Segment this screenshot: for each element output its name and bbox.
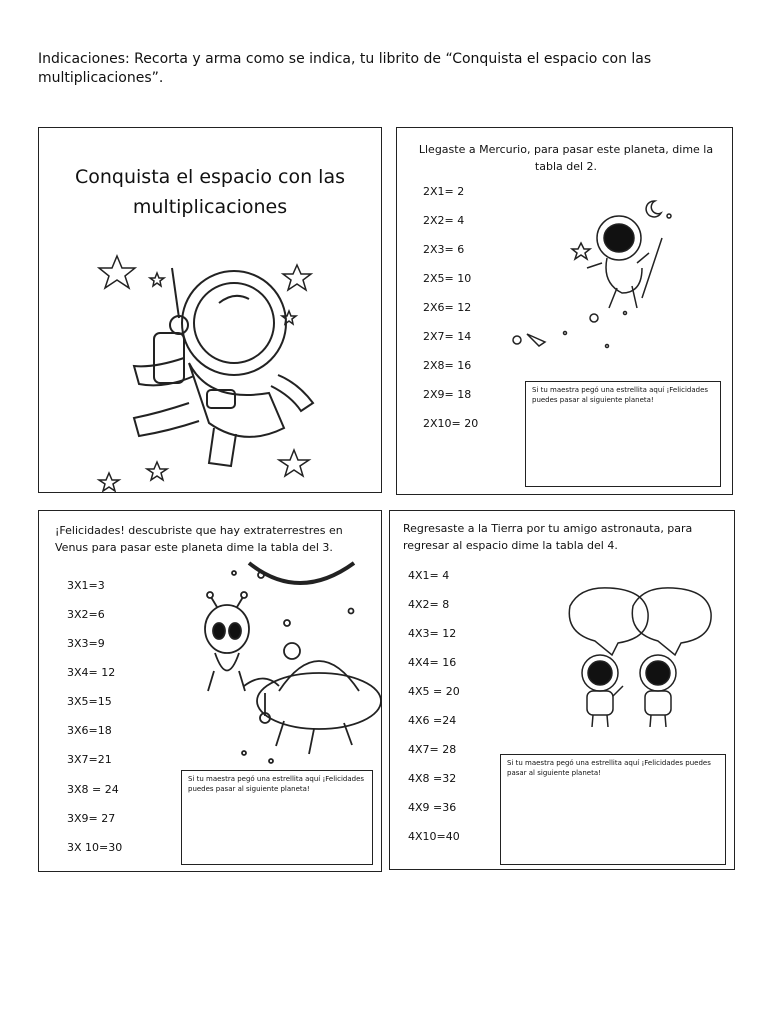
table-row: 2X3= 6	[423, 243, 465, 256]
table-row: 2X2= 4	[423, 214, 465, 227]
table-row: 2X8= 16	[423, 359, 472, 372]
table-row: 4X3= 12	[408, 627, 457, 640]
mercury-panel	[396, 127, 733, 495]
table-row: 4X8 =32	[408, 772, 457, 785]
table-row: 3X 10=30	[67, 841, 123, 854]
cover-panel	[38, 127, 382, 493]
table-row: 4X6 =24	[408, 714, 457, 727]
instructions-text: Indicaciones: Recorta y arma como se indica, tu librito de “Conquista el espacio con las multiplicaciones”.	[38, 51, 652, 86]
table-row: 3X7=21	[67, 753, 112, 766]
table-row: 3X3=9	[67, 637, 105, 650]
mercury-instructions: Llegaste a Mercurio, para pasar este planeta, dime la tabla del 2.	[418, 143, 714, 173]
table-row: 4X1= 4	[408, 569, 450, 582]
table-row: 4X4= 16	[408, 656, 457, 669]
table-row: 2X10= 20	[423, 417, 479, 430]
table-row: 3X1=3	[67, 579, 105, 592]
table-row: 3X2=6	[67, 608, 105, 621]
table-row: 2X1= 2	[423, 185, 465, 198]
table-row: 4X9 =36	[408, 801, 457, 814]
sticker-box: Si tu maestra pegó una estrellita aquí ¡Felicidades puedes pasar al siguiente planeta!	[525, 381, 721, 487]
table-row: 2X6= 12	[423, 301, 472, 314]
table-row: 4X2= 8	[408, 598, 450, 611]
cover-title-line2: multiplicaciones	[132, 196, 288, 218]
table-row: 2X7= 14	[423, 330, 472, 343]
table-row: 3X8 = 24	[67, 783, 119, 796]
table-row: 4X7= 28	[408, 743, 457, 756]
earth-instructions: Regresaste a la Tierra por tu amigo astronauta, para regresar al espacio dime la tabla del 4.	[403, 522, 693, 552]
table-row: 3X5=15	[67, 695, 112, 708]
table-row: 2X9= 18	[423, 388, 472, 401]
venus-instructions: ¡Felicidades! descubriste que hay extraterrestres en Venus para pasar este planeta dime la tabla del 3.	[55, 524, 343, 554]
table-row: 4X5 = 20	[408, 685, 460, 698]
sticker-box: Si tu maestra pegó una estrellita aquí ¡Felicidades puedes pasar al siguiente planeta!	[181, 770, 373, 865]
table-row: 3X9= 27	[67, 812, 116, 825]
venus-panel	[38, 510, 382, 872]
table-row: 3X4= 12	[67, 666, 116, 679]
table-row: 2X5= 10	[423, 272, 472, 285]
cover-title-line1: Conquista el espacio con las	[74, 166, 345, 188]
sticker-box: Si tu maestra pegó una estrellita aquí ¡Felicidades puedes pasar al siguiente planeta!	[500, 754, 726, 865]
table-row: 3X6=18	[67, 724, 112, 737]
earth-panel	[389, 510, 735, 870]
table-row: 4X10=40	[408, 830, 460, 843]
astronaut-illustration	[39, 128, 383, 494]
